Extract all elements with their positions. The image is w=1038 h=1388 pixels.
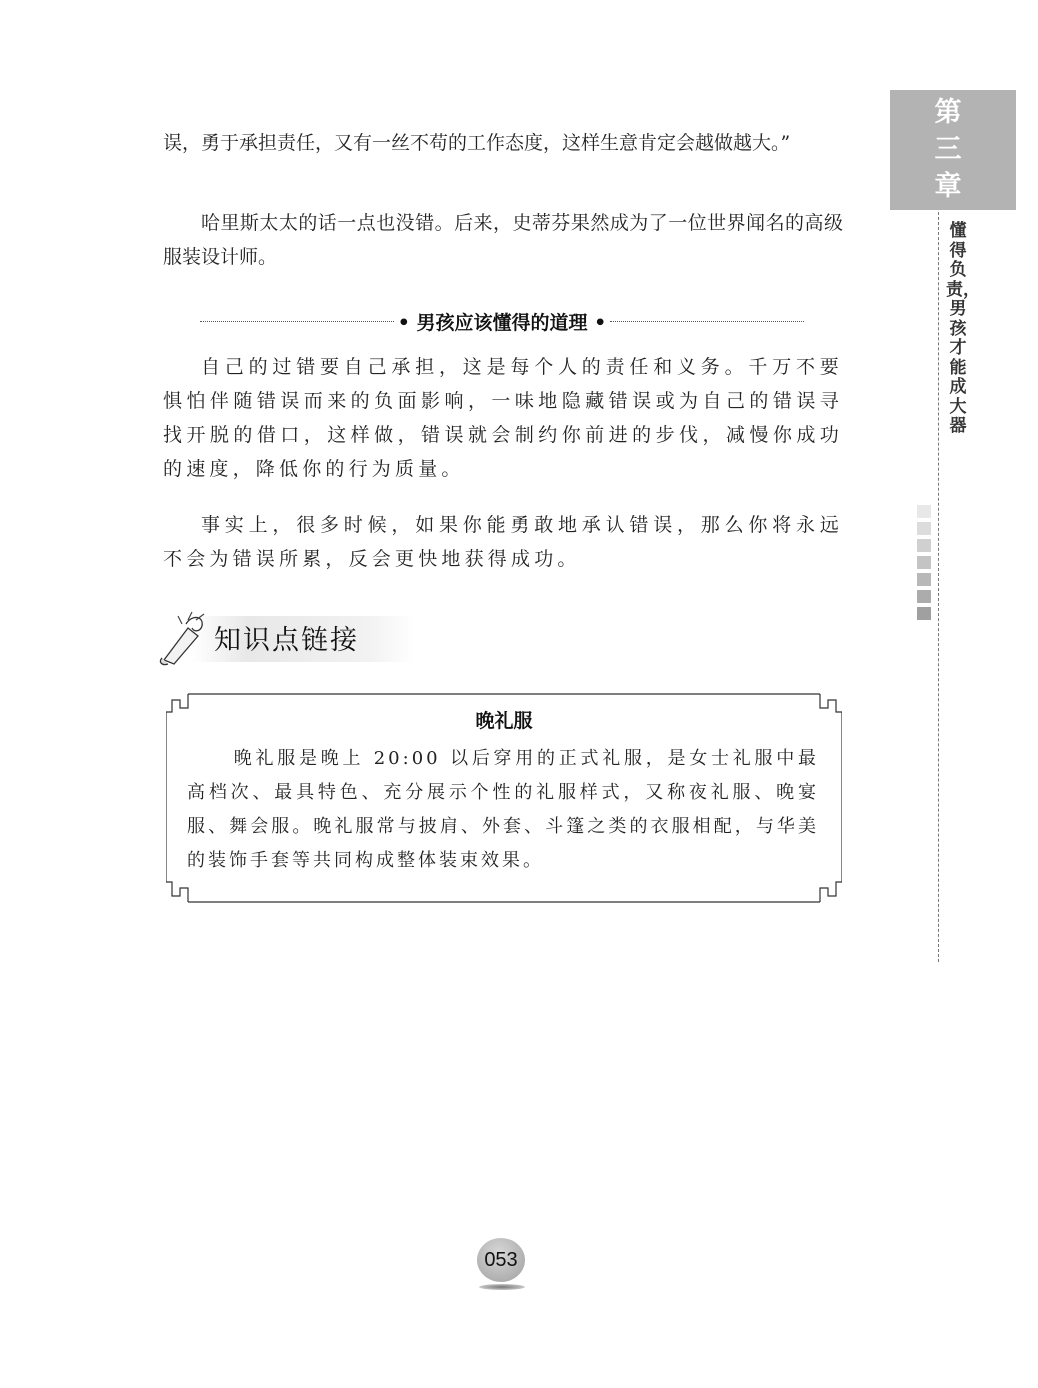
gradient-square bbox=[917, 607, 931, 620]
sidebar-dashed-line bbox=[938, 212, 939, 962]
story-paragraph-2: 哈里斯太太的话一点也没错。后来，史蒂芬果然成为了一位世界闻名的高级服装设计师。 bbox=[163, 212, 843, 268]
chapter-tab bbox=[890, 90, 1016, 210]
lesson-paragraph-1: 自己的过错要自己承担，这是每个人的责任和义务。千万不要惧怕伴随错误而来的负面影响，一味地隐藏错误或为自己的错误寻找开脱的借口，这样做，错误就会制约你前进的步伐，减慢你成功的速度，降低你的行为质量。 bbox=[163, 356, 843, 480]
knowledge-heading bbox=[158, 608, 418, 666]
gradient-square bbox=[917, 505, 931, 518]
page-number: 053 bbox=[477, 1238, 525, 1282]
box-text: 晚礼服是晚上 20:00 以后穿用的正式礼服，是女士礼服中最高档次、最具特色、充分展示个性的礼服样式，又称夜礼服、晚宴服、舞会服。晚礼服常与披肩、外套、斗篷之类的衣服相配，与华美的装饰手套等共同构成整体装束效果。 bbox=[187, 748, 819, 871]
gradient-square bbox=[917, 539, 931, 552]
chapter-label: 第三章 bbox=[934, 97, 962, 202]
box-title: 晚礼服 bbox=[475, 710, 533, 732]
gradient-square bbox=[917, 556, 931, 569]
knowledge-heading-text: 知识点链接 bbox=[214, 625, 359, 656]
gradient-squares bbox=[917, 505, 932, 624]
gradient-square bbox=[917, 590, 931, 603]
scroll-icon bbox=[158, 610, 210, 666]
lesson-paragraph-2: 事实上，很多时候，如果你能勇敢地承认错误，那么你将永远不会为错误所累，反会更快地获得成功。 bbox=[163, 514, 843, 570]
gradient-square bbox=[917, 522, 931, 535]
lesson-heading: • 男孩应该懂得的道理 • bbox=[397, 311, 607, 334]
page-number-shadow bbox=[479, 1284, 525, 1290]
chapter-subtitle: 懂得负责，男孩才能成大器 bbox=[946, 221, 980, 436]
gradient-square bbox=[917, 573, 931, 586]
divider-dots-right bbox=[610, 321, 804, 322]
story-paragraph-1: 误，勇于承担责任，又有一丝不苟的工作态度，这样生意肯定会越做越大。” bbox=[163, 132, 791, 154]
divider-dots-left bbox=[200, 321, 394, 322]
lesson-divider bbox=[200, 306, 804, 336]
knowledge-box bbox=[166, 692, 842, 904]
